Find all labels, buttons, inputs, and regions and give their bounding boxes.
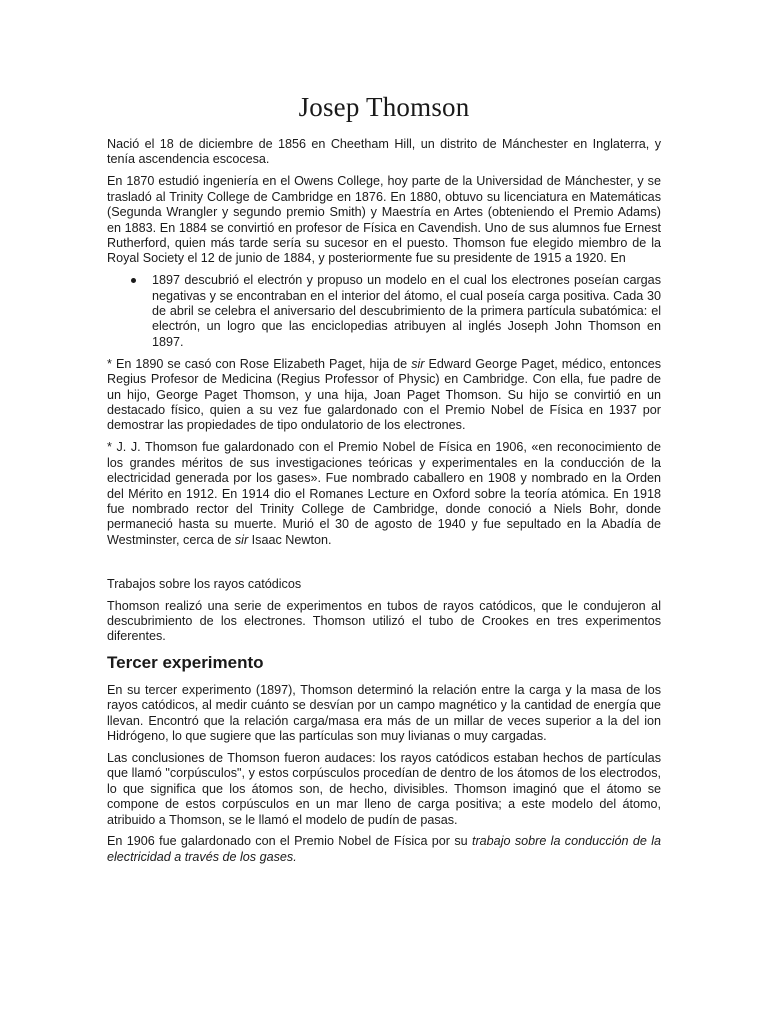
paragraph-experiments: Thomson realizó una serie de experimentos en tubos de rayos catódicos, que le condujeron al descubrimiento de los electrones. Thomson utilizó el tubo de Crookes en tres experimentos diferentes. (107, 598, 661, 644)
paragraph-birth: Nació el 18 de diciembre de 1856 en Cheetham Hill, un distrito de Mánchester en Inglaterra, y tenía ascendencia escocesa. (107, 137, 661, 167)
italic-text: sir (234, 532, 249, 547)
text-run: * J. J. Thomson fue galardonado con el Premio Nobel de Física en 1906, «en reconocimiento de los grandes méritos de sus investigaciones teóricas y experimentales en la conducción de la electricidad generada por los gases». Fue nombrado caballero en 1908 y nombrado en la Orden del Mérito en 1912. En 1914 dio el Romanes Lecture en Oxford sobre la teoría atómica. En 1918 fue nombrado rector del Trinity College de Cambridge, donde conoció a Niels Bohr, donde permaneció hasta su muerte. Murió el 30 de agosto de 1940 y fue sepultado en la Abadía de Westminster, cerca de (107, 440, 661, 547)
paragraph-nobel (107, 440, 661, 548)
spacer (107, 555, 661, 577)
text-run: Isaac Newton. (248, 532, 332, 547)
section-heading: Tercer experimento (107, 652, 264, 672)
italic-text: trabajo sobre la conducción de la electricidad a través de los gases. (107, 834, 661, 864)
paragraph-nobel-1906 (107, 834, 661, 865)
bullet-list (107, 273, 661, 350)
page-title: Josep Thomson (298, 92, 470, 122)
section-label: Trabajos sobre los rayos catódicos (107, 576, 302, 591)
text-run: Edward George Paget, médico, entonces Regius Profesor de Medicina (Regius Professor of Physic) en Cambridge. Con ella, fue padre de un hijo, George Paget Thomson, y una hija, Joan Paget Thomson. Su hijo se convirtió en un destacado físico, quien a su vez fue galardonado con el Premio Nobel de Física en 1937 por demostrar las propiedades de tipo ondulatorio de los electrones. (107, 356, 662, 433)
bullet-text: 1897 descubrió el electrón y propuso un modelo en el cual los electrones poseían cargas negativas y se encontraban en el interior del átomo, el cual poseía carga positiva. Cada 30 de abril se celebra el aniversario del descubrimiento de la primera partícula subatómica: el electrón, un logro que las enciclopedias atribuyen al inglés Joseph John Thomson en 1897. (152, 273, 661, 349)
paragraph-education: En 1870 estudió ingeniería en el Owens College, hoy parte de la Universidad de Mánchester, y se trasladó al Trinity College de Cambridge en 1876. En 1880, obtuvo su licenciatura en Matemáticas (Segunda Wrangler y segundo premio Smith) y Maestría en Artes (obteniendo el Premio Adams) en 1883. En 1884 se convirtió en profesor de Física en Cavendish. Uno de sus alumnos fue Ernest Rutherford, quien más tarde sería su sucesor en el puesto. Thomson fue elegido miembro de la Royal Society el 12 de junio de 1884, y posteriormente fue su presidente de 1915 a 1920. En (107, 174, 661, 266)
paragraph-marriage (107, 357, 661, 434)
paragraph-third-experiment: En su tercer experimento (1897), Thomson determinó la relación entre la carga y la masa de los rayos catódicos, al medir cuánto se desvían por un campo magnético y la cantidad de energía que llevan. Encontró que la relación carga/masa era más de un millar de veces superior a la del ion Hidrógeno, lo que sugiere que las partículas son muy livianas o muy cargadas. (107, 682, 661, 743)
bullet-icon (131, 278, 136, 283)
paragraph-conclusions: Las conclusiones de Thomson fueron audaces: los rayos catódicos estaban hechos de partículas que llamó "corpúsculos", y estos corpúsculos procedían de dentro de los átomos de los electrodos, lo que significa que los átomos son, de hecho, divisibles. Thomson imaginó que el átomo se compone de estos corpúsculos en un mar lleno de carga positiva; a este modelo del átomo, atribuido a Thomson, se le llamó el modelo de pudín de pasas. (107, 750, 661, 827)
text-run: * En 1890 se casó con Rose Elizabeth Paget, hija de (107, 356, 412, 371)
list-item (152, 273, 661, 350)
italic-text: sir (411, 356, 425, 371)
text-run: En 1906 fue galardonado con el Premio Nobel de Física por su (107, 834, 472, 849)
